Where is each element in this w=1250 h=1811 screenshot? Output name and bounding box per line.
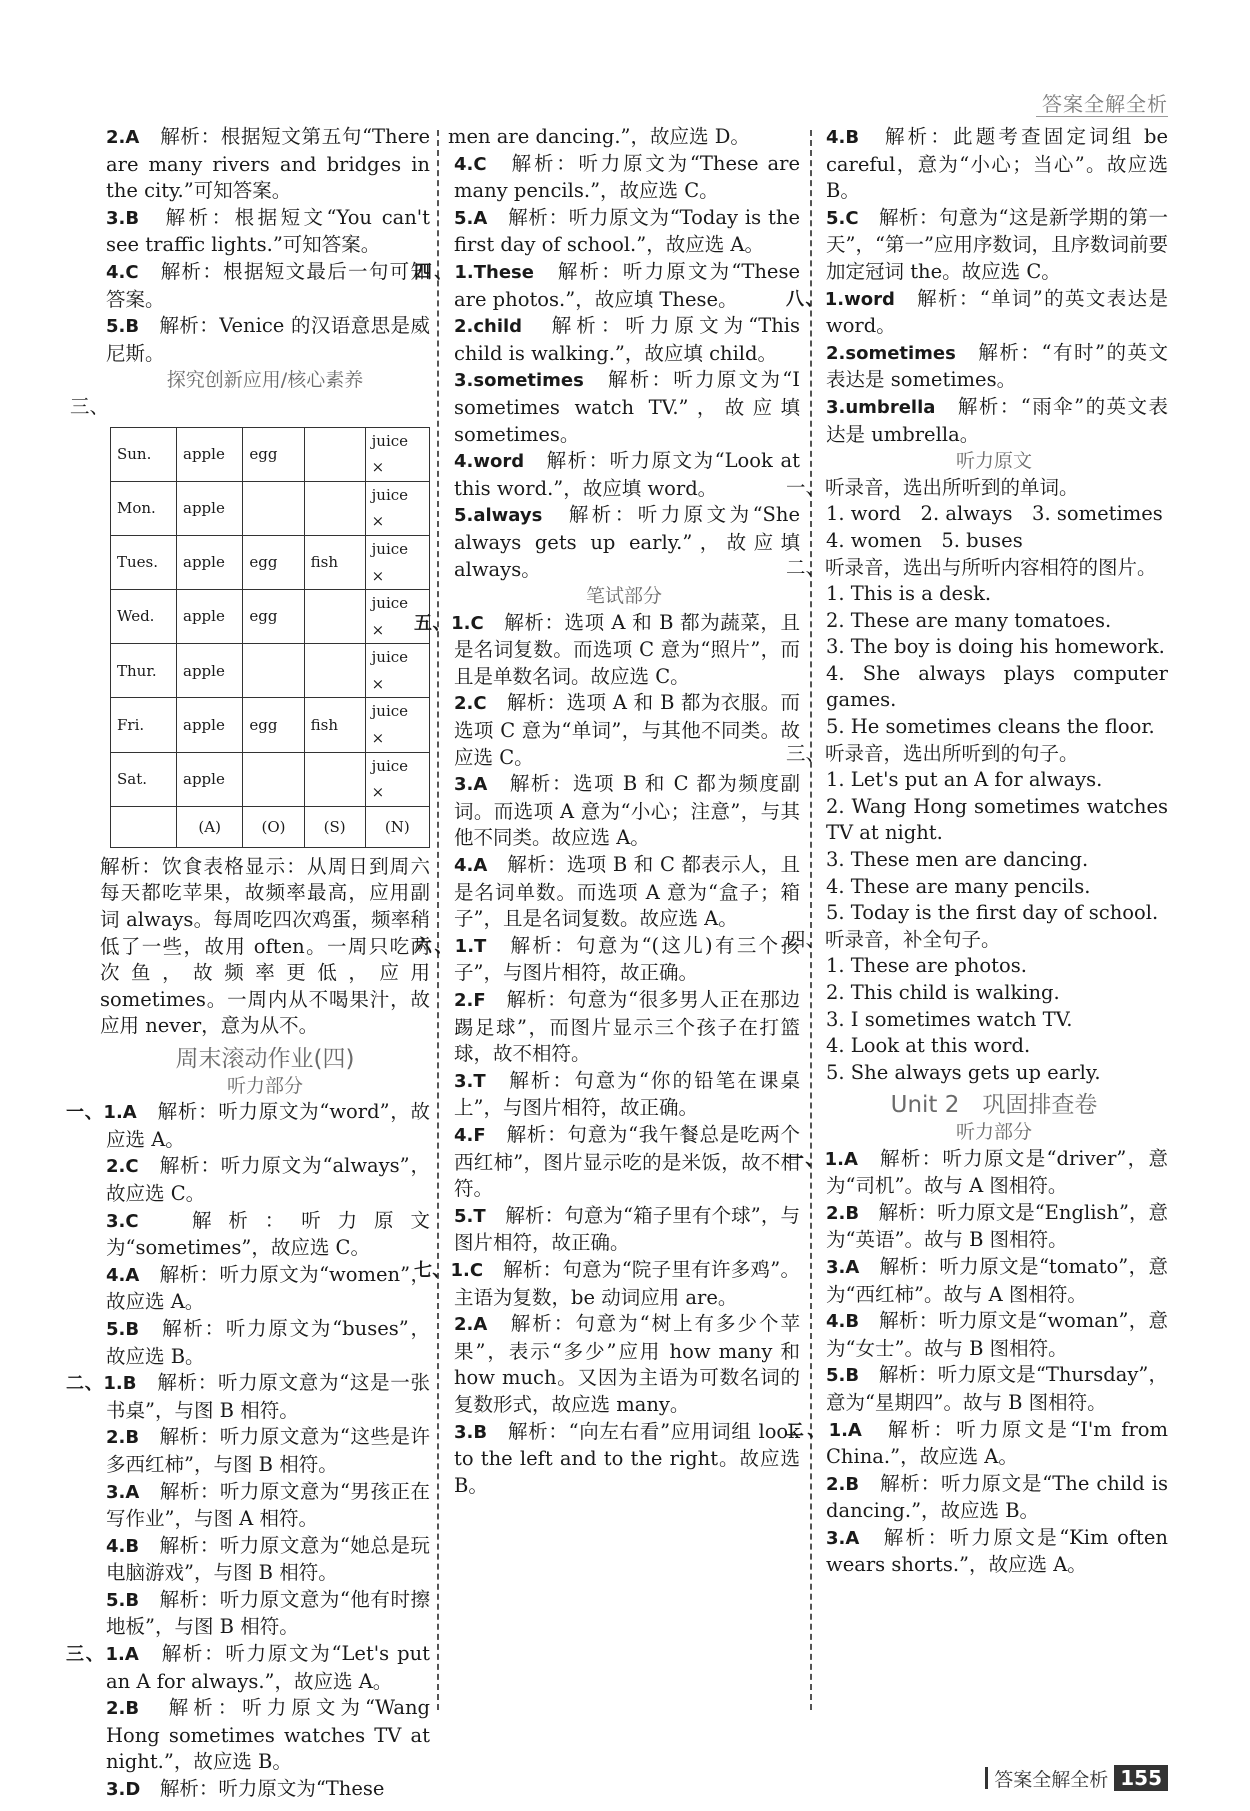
transcript-line: 2. This child is walking. [826,981,1060,1004]
answer-number: 5.B [106,316,140,338]
answer-item [820,1308,1168,1362]
answer-number: 5.B [826,1365,860,1387]
transcript-line: 3. These men are dancing. [826,848,1089,872]
table-cell: egg [243,427,304,481]
answer-number: 五、1.C [414,612,484,634]
answer-text: 解析：听力原文为“Today is the first day of school.”，故应选 A。 [454,205,800,257]
answer-number: 3.C [106,1210,139,1232]
table-cell: Tues. [111,535,177,589]
answer-item [820,1525,1168,1579]
transcript-line: 1. This is a desk. [826,582,992,606]
answer-item [100,1695,430,1776]
table-row [111,806,430,847]
table-cell [304,590,365,644]
answer-item [820,394,1168,448]
answer-text: 解析：“雨伞”的英文表达是 umbrella。 [826,394,1168,446]
answer-item [414,1257,800,1311]
table-cell [243,752,304,806]
table-cell [304,427,365,481]
answer-item [448,690,800,771]
column-2 [414,124,800,1499]
answer-number: 4.B [826,1311,860,1333]
answer-text: 解析：听力原文是“The child is dancing.”，故应选 B。 [826,1471,1168,1523]
answer-text: 解析：听力原文意为“她总是玩电脑游戏”，与图 B 相符。 [106,1533,430,1585]
answer-number: 一、1.A [786,1148,858,1170]
transcript-line: 1. word 2. always 3. sometimes [826,502,1163,526]
answer-text: 解析：“单词”的英文表达是 word。 [826,286,1168,338]
answer-item [448,1122,800,1203]
answer-item [820,124,1168,205]
answer-number: 2.B [826,1473,860,1495]
listening-title-2: 听力部分 [955,1120,1032,1143]
answer-item [414,259,800,313]
answer-text: 解析：句意为“这是新学期的第一天”，“第一”应用序数词，且序数词前要加定冠词 the。故应选 C。 [826,205,1168,283]
answer-number: 2.A [106,127,140,148]
food-table [110,427,430,848]
answer-number: 四、1.These [414,261,534,283]
answer-item [448,151,800,205]
answer-text: 解析：选项 A 和 B 都为蔬菜，且是名词复数。而选项 C 意为“照片”，而且是单数名词。故应选 C。 [454,610,800,688]
answer-item [820,205,1168,286]
answer-item [786,1417,1168,1471]
transcript-title: 听力原文 [955,450,1032,473]
answer-text: 解析：听力原文是“I'm from China.”，故应选 A。 [826,1417,1168,1469]
answer-item [448,205,800,259]
answer-number: 4.C [454,153,487,175]
answer-item [448,367,800,448]
answer-text: 解析：句意为“院子里有许多鸡”。主语为复数，be 动词应用 are。 [454,1257,800,1309]
answer-item [820,1200,1168,1254]
table-cell: apple [177,698,243,752]
answer-text: 解析：此题考查固定词组 be careful，意为“小心；当心”。故应选 B。 [826,125,1168,203]
table-row [111,698,430,752]
table-cell: Fri. [111,698,177,752]
answer-number: 4.C [106,261,139,283]
answer-text: 解析：听力原文是“driver”，意为“司机”。故与 A 图相符。 [826,1146,1168,1198]
table-cell: juice × [365,644,429,698]
table-cell: apple [177,535,243,589]
answer-number: 七、1.C [414,1259,484,1281]
answer-item [100,205,430,259]
answer-text: 解析：句意为“箱子里有个球”，与图片相符，故正确。 [454,1203,800,1255]
table-cell: Thur. [111,644,177,698]
answer-text: 解析：听力原文为“These [159,1777,385,1801]
page-footer [985,1764,1168,1792]
answer-item [100,259,430,313]
answer-text: 解析：听力原文为“I sometimes watch TV.”，故应填 sometimes。 [454,368,800,446]
answer-number: 3.D [106,1779,141,1801]
weekend-title: 周末滚动作业(四) [175,1046,355,1072]
table-cell: apple [177,481,243,535]
question-label: 三、 [70,394,110,418]
answer-item [100,1208,430,1262]
answer-number: 2.C [106,1156,139,1178]
answer-text: 解析：听力原文是“English”，意为“英语”。故与 B 图相符。 [826,1200,1168,1252]
answer-text: 解析：选项 A 和 B 都为衣服。而选项 C 意为“单词”，与其他不同类。故应选 C。 [454,691,800,769]
answer-number: 4.F [454,1124,486,1146]
answer-text: 解析：Venice 的汉语意思是威尼斯。 [106,314,430,365]
transcript-line: 5. He sometimes cleans the floor. [826,715,1155,739]
answer-number: 5.B [106,1318,140,1340]
table-cell: juice × [365,590,429,644]
answer-item [66,1370,430,1424]
continued-text: men are dancing.”，故应选 D。 [448,125,750,148]
answer-item [100,1153,430,1207]
answer-text: 解析：听力原文意为“他有时擦地板”，与图 B 相符。 [106,1587,430,1639]
answer-number: 3.A [454,774,488,796]
answer-number: 2.B [106,1698,140,1720]
answer-item [820,340,1168,394]
transcript-line: 4. These are many pencils. [826,874,1091,898]
transcript-line: 1. These are photos. [826,954,1027,978]
transcript-line: 1. Let's put an A for always. [826,768,1103,792]
page-number: 155 [1114,1765,1168,1791]
answer-number: 二、1.B [66,1373,137,1395]
table-row [111,644,430,698]
footer-label: 答案全解全析 [994,1768,1109,1791]
transcript-line: 4. Look at this word. [826,1034,1031,1058]
answer-number: 4.B [826,127,860,148]
answer-number: 2.sometimes [826,342,956,364]
answer-number: 2.F [454,990,486,1011]
answer-number: 2.A [454,1314,488,1336]
transcript-line: 2. These are many tomatoes. [826,608,1112,632]
listening-title: 听力部分 [226,1074,303,1097]
answer-text: 解析：句意为“很多男人正在那边踢足球”，而图片显示三个孩子在打篮球，故不相符。 [454,988,800,1066]
answer-text: 解析：听力原文为“sometimes”，故应选 C。 [106,1208,430,1260]
table-cell: Sat. [111,752,177,806]
transcript-line: 5. Today is the first day of school. [826,901,1159,925]
answer-text: 解析：选项 B 和 C 都为频度副词。而选项 A 意为“小心；注意”，与其他不同类。故应选 A。 [454,772,800,850]
answer-number: 六、1.T [414,935,487,957]
table-cell: egg [243,698,304,752]
answer-text: 解析：听力原文为“These are many pencils.”，故应选 C。 [454,151,800,203]
answer-text: 解析：听力原文为“Let's put an A for always.”，故应选 A。 [106,1642,430,1693]
answer-text: 解析：听力原文为“buses”，故应选 B。 [106,1316,430,1368]
answer-number: 3.A [826,1256,860,1278]
section-title: 探究创新应用/核心素养 [166,369,364,392]
answer-text: 解析：听力原文意为“男孩正在写作业”，与图 A 相符。 [106,1479,430,1531]
table-cell: apple [177,752,243,806]
table-cell: (O) [243,806,304,847]
answer-text: 解析：“有时”的英文表达是 sometimes。 [826,340,1168,392]
written-title: 笔试部分 [585,585,662,608]
table-cell: juice × [365,427,429,481]
transcript-heading: 二、听录音，选出与所听内容相符的图片。 [786,555,1157,579]
table-cell: juice × [365,481,429,535]
answer-text: 解析：听力原文为“Look at this word.”，故应填 word。 [454,449,800,500]
answer-item [820,1471,1168,1525]
answer-number: 5.B [106,1589,140,1611]
answer-item [448,1203,800,1257]
answer-text: 解析：听力原文为“This child is walking.”，故应填 child。 [454,314,800,365]
answer-text: 解析：根据短文第五句“There are many rivers and bridges in the city.”可知答案。 [106,125,430,203]
transcript-line: 2. Wang Hong sometimes watches TV at night. [826,794,1168,845]
answer-text: 解析：听力原文为“Wang Hong sometimes watches TV at night.”，故应选 B。 [106,1696,430,1774]
table-row [111,481,430,535]
table-cell [243,481,304,535]
transcript-line: 3. I sometimes watch TV. [826,1007,1073,1031]
answer-item [448,1068,800,1122]
answer-item [448,987,800,1068]
table-cell: juice × [365,752,429,806]
answer-number: 3.B [454,1421,488,1443]
answer-item [448,1311,800,1418]
answer-item [414,610,800,691]
answer-text: 解析：根据短文“You can't see traffic lights.”可知答案。 [106,205,430,257]
answer-text: 解析：“向左右看”应用词组 look to the left and to the right。故应选 B。 [454,1419,800,1497]
answer-number: 3.B [106,207,140,229]
answer-number: 八、1.word [786,288,895,310]
table-row [111,427,430,481]
table-cell: Wed. [111,590,177,644]
table-cell [304,644,365,698]
column-divider [437,130,439,1710]
transcript-line: 4. She always plays computer games. [826,661,1168,712]
answer-text: 解析：句意为“(这儿)有三个孩子”，与图片相符，故正确。 [454,933,800,985]
answer-text: 解析：听力原文是“tomato”，意为“西红柿”。故与 A 图相符。 [826,1254,1168,1306]
table-explanation: 解析：饮食表格显示：从周日到周六每天都吃苹果，故频率最高，应用副词 always。每周吃四次鸡蛋，频率稍低了一些，故用 often。一周只吃两次鱼，故频率更低，应用 sometimes。一周内从不喝果汁，故应用 never，意为从不。 [100,854,430,1038]
transcript-heading: 四、听录音，补全句子。 [786,927,1001,951]
table-cell: apple [177,427,243,481]
table-row [111,535,430,589]
table-cell: apple [177,590,243,644]
answer-number: 3.T [454,1070,486,1092]
answer-item [66,1099,430,1153]
answer-item [448,1419,800,1500]
answer-number: 三、1.A [66,1644,139,1666]
answer-item [100,313,430,367]
answer-item [448,771,800,852]
transcript-line: 3. The boy is doing his homework. [826,635,1165,659]
table-cell: apple [177,644,243,698]
column-divider [810,130,812,1710]
answer-number: 2.B [106,1427,140,1449]
table-cell [304,481,365,535]
table-row [111,752,430,806]
answer-item [66,1641,430,1695]
unit2-title: Unit 2 巩固排查卷 [890,1092,1098,1119]
answer-item [100,1424,430,1478]
table-cell: (N) [365,806,429,847]
table-cell: egg [243,590,304,644]
answer-item [100,1479,430,1533]
answer-item [100,124,430,205]
column-3 [786,124,1168,1579]
footer-bar [985,1767,988,1789]
answer-number: 5.C [826,207,859,229]
table-cell [243,644,304,698]
transcript-line: 4. women 5. buses [826,528,1023,552]
answer-text: 解析：句意为“树上有多少个苹果”，表示“多少”应用 how many 和 how much。又因为主语为可数名词的复数形式，故应选 many。 [454,1312,800,1416]
answer-text: 解析：听力原文是“woman”，意为“女士”。故与 B 图相符。 [826,1309,1168,1360]
answer-text: 解析：听力原文是“Thursday”，意为“星期四”。故与 B 图相符。 [826,1363,1168,1414]
answer-text: 解析：听力原文意为“这是一张书桌”，与图 B 相符。 [106,1371,430,1422]
answer-text: 解析：听力原文是“Kim often wears shorts.”，故应选 A。 [826,1525,1168,1577]
transcript-heading: 一、听录音，选出所听到的单词。 [786,475,1079,499]
answer-text: 解析：根据短文最后一句可知答案。 [106,259,430,311]
transcript-heading: 三、听录音，选出所听到的句子。 [786,741,1079,765]
table-cell: (A) [177,806,243,847]
table-cell: egg [243,535,304,589]
answer-item [100,1776,430,1804]
answer-number: 一、1.A [66,1102,137,1124]
answer-number: 5.always [454,505,543,527]
answer-number: 4.A [106,1264,140,1286]
table-cell: Mon. [111,481,177,535]
answer-item [448,448,800,502]
table-cell [304,752,365,806]
table-cell: fish [304,698,365,752]
answer-number: 3.sometimes [454,370,584,392]
answer-text: 解析：听力原文为“These are photos.”，故应填 These。 [454,259,800,311]
answer-number: 3.A [106,1481,140,1503]
answer-item [100,1587,430,1641]
answer-number: 2.B [826,1202,860,1224]
answer-number: 3.A [826,1527,860,1549]
table-cell [111,806,177,847]
answer-number: 5.A [454,207,488,229]
answer-number: 5.T [454,1205,486,1227]
answer-text: 解析：听力原文意为“这些是许多西红柿”，与图 B 相符。 [106,1425,430,1476]
answer-item [414,933,800,987]
answer-item [448,852,800,933]
answer-text: 解析：句意为“我午餐总是吃两个西红柿”，图片显示吃的是米饭，故不相符。 [454,1122,800,1201]
answer-number: 4.A [454,855,488,877]
answer-number: 4.B [106,1535,140,1557]
answer-text: 解析：听力原文为“always”，故应选 C。 [106,1154,430,1205]
answer-number: 二、1.A [786,1419,862,1441]
table-cell: juice × [365,698,429,752]
answer-text: 解析：听力原文为“She always gets up early.”，故应填 always。 [454,503,800,581]
answer-item [100,1262,430,1316]
answer-number: 2.C [454,693,487,715]
answer-item [786,1146,1168,1200]
answer-number: 3.umbrella [826,396,936,418]
answer-text: 解析：听力原文为“women”，故应选 A。 [106,1262,430,1314]
answer-item [786,286,1168,340]
table-cell: juice × [365,535,429,589]
answer-text: 解析：句意为“你的铅笔在课桌上”，与图片相符，故正确。 [454,1068,800,1120]
table-cell: Sun. [111,427,177,481]
answer-number: 2.child [454,316,523,338]
answer-item [100,1316,430,1370]
header-divider [1036,116,1168,117]
answer-item [448,313,800,367]
answer-item [100,1533,430,1587]
table-cell: (S) [304,806,365,847]
answer-item [448,502,800,583]
answer-item [820,1362,1168,1416]
transcript-line: 5. She always gets up early. [826,1060,1101,1084]
table-cell: fish [304,535,365,589]
answer-text: 解析：选项 B 和 C 都表示人，且是名词单数。而选项 A 意为“盒子；箱子”，且是名词复数。故应选 A。 [454,853,800,931]
answer-item [820,1254,1168,1308]
answer-number: 4.word [454,451,525,473]
answer-text: 解析：听力原文为“word”，故应选 A。 [106,1100,430,1151]
page-header: 答案全解全析 [1042,92,1168,116]
column-1 [66,124,430,1804]
table-row [111,590,430,644]
